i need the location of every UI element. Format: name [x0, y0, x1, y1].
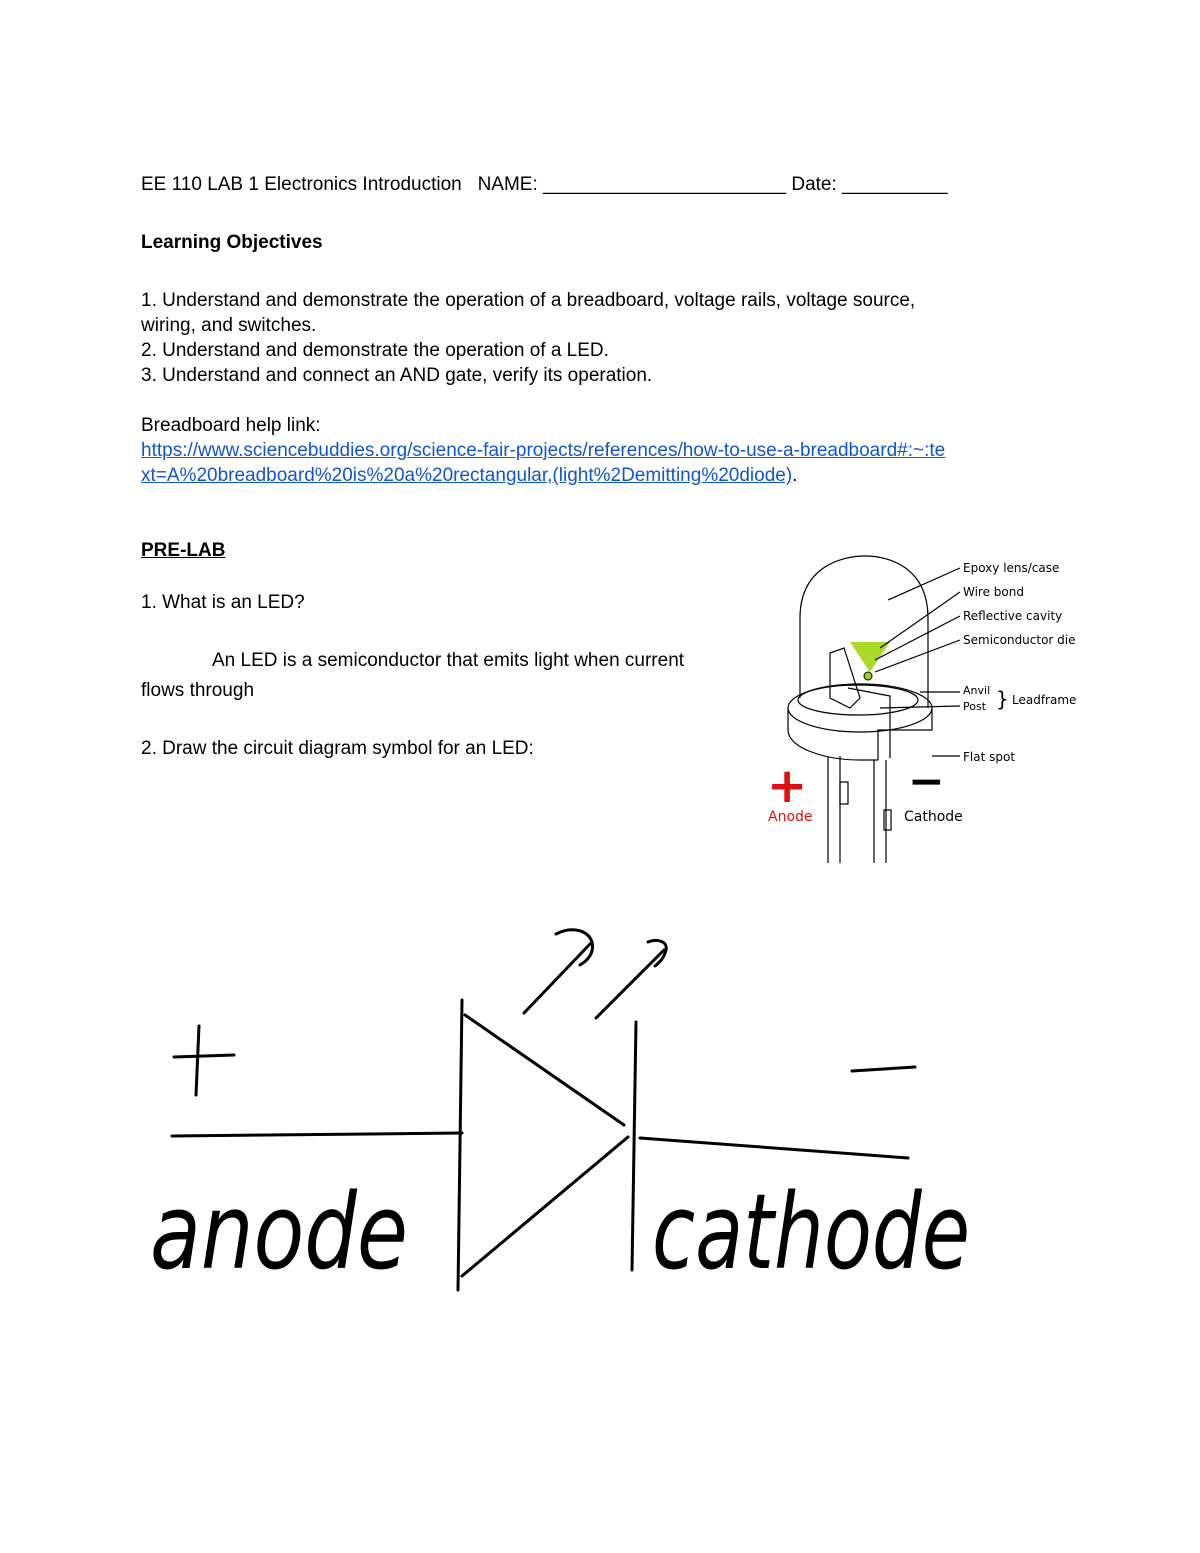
label-leadframe: Leadframe: [1012, 693, 1077, 707]
label-anode: Anode: [768, 809, 813, 825]
help-label: Breadboard help link:: [141, 415, 321, 436]
objective-2: 2. Understand and demonstrate the operation of a LED.: [141, 340, 609, 361]
objective-3: 3. Understand and connect an AND gate, verify its operation.: [141, 365, 653, 386]
anode-handwritten-label: anode: [150, 1171, 408, 1293]
brace-icon: }: [996, 687, 1009, 711]
hand-plus-icon: [174, 1026, 234, 1095]
cathode-handwritten-label: cathode: [652, 1171, 970, 1293]
label-wire-bond: Wire bond: [963, 585, 1024, 599]
answer-1-line-1: An LED is a semiconductor that emits light when current: [212, 650, 685, 671]
anode-wire: [172, 1133, 462, 1136]
emission-arrow-1: [524, 930, 593, 1013]
name-field-label: NAME: _______________________: [477, 174, 787, 195]
question-2: 2. Draw the circuit diagram symbol for an LED:: [141, 738, 534, 759]
label-die: Semiconductor die: [963, 633, 1076, 647]
minus-symbol: −: [908, 756, 945, 807]
cathode-wire: [640, 1138, 908, 1158]
diode-triangle: [458, 1000, 628, 1290]
prelab-heading: PRE-LAB: [141, 540, 226, 561]
sketch-plus-text: +: [172, 1012, 221, 1080]
objective-1-line-1: 1. Understand and demonstrate the operation of a breadboard, voltage rails, voltage source,: [141, 290, 916, 311]
help-link-line-2[interactable]: xt=A%20breadboard%20is%20a%20rectangular,(light%2Demitting%20diode): [141, 465, 793, 486]
label-post: Post: [963, 700, 987, 713]
emission-arrow-2: [596, 940, 666, 1018]
help-link-line-1[interactable]: https://www.sciencebuddies.org/science-fair-projects/references/how-to-use-a-breadboard#:~:te: [141, 440, 946, 461]
help-link-period: .: [792, 465, 798, 486]
label-anvil: Anvil: [963, 684, 991, 697]
course-title: EE 110 LAB 1 Electronics Introduction: [141, 174, 462, 195]
label-flat-spot: Flat spot: [963, 750, 1016, 764]
date-field-label: Date: __________: [791, 174, 948, 195]
label-cathode: Cathode: [904, 809, 963, 825]
hand-minus-icon: [852, 1067, 915, 1071]
answer-1-line-2: flows through: [141, 680, 255, 701]
sketch-minus-text: —: [852, 1042, 892, 1088]
plus-symbol: +: [767, 758, 808, 814]
objective-1-line-2: wiring, and switches.: [141, 315, 317, 336]
label-reflective: Reflective cavity: [963, 609, 1063, 623]
label-epoxy: Epoxy lens/case: [963, 561, 1060, 575]
objectives-heading: Learning Objectives: [141, 232, 323, 253]
cathode-bar: [632, 1022, 636, 1270]
question-1: 1. What is an LED?: [141, 592, 305, 613]
